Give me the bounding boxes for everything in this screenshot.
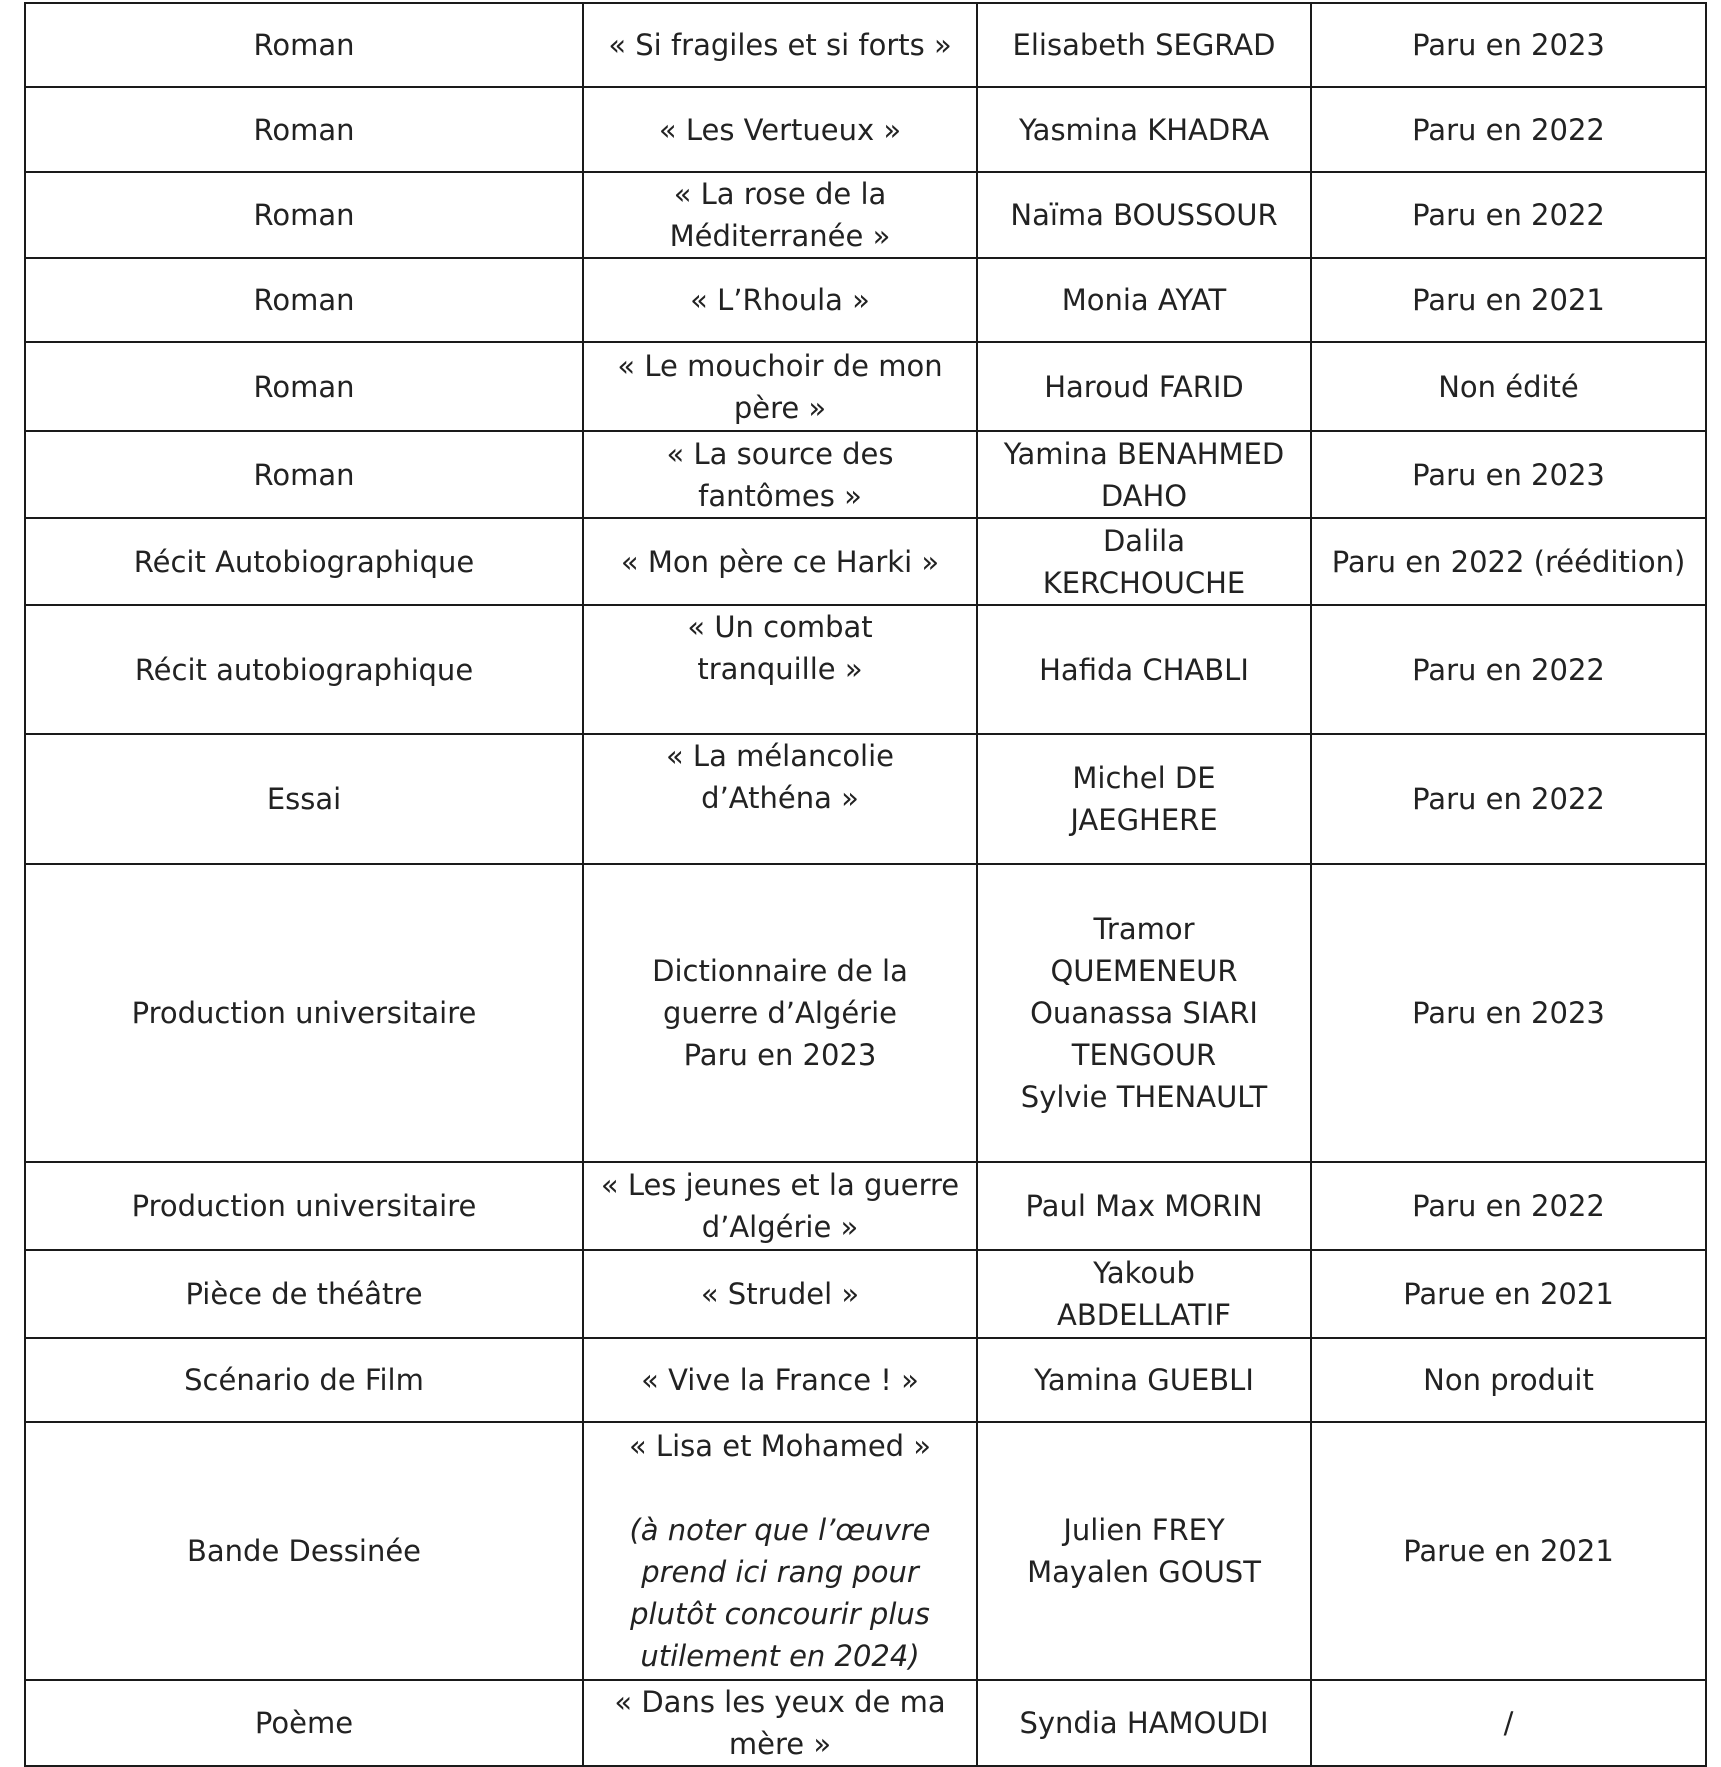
author-cell [977, 342, 1311, 431]
author-line: Hafida CHABLI [1039, 652, 1249, 687]
title-line: « Le mouchoir de mon [617, 348, 943, 383]
title-cell [583, 1680, 977, 1766]
author-line: Yasmina KHADRA [1018, 112, 1270, 147]
table-row [25, 87, 1706, 172]
author-cell [977, 3, 1311, 87]
author-cell [977, 172, 1311, 258]
author-cell [977, 1250, 1311, 1338]
author-line: QUEMENEUR [1050, 954, 1238, 988]
author-line: DAHO [1100, 478, 1188, 513]
table-row [25, 1680, 1706, 1766]
author-cell [977, 1162, 1311, 1250]
title-cell [583, 1422, 977, 1680]
status-cell: / [1311, 1680, 1706, 1766]
author-line: Michel DE [1072, 761, 1216, 795]
status-cell: Parue en 2021 [1311, 1422, 1706, 1680]
table-row [25, 3, 1706, 87]
table-row [25, 1422, 1706, 1680]
genre-cell: Récit autobiographique [25, 605, 583, 734]
table-row [25, 172, 1706, 258]
title-cell [583, 518, 977, 605]
title-line: mère » [728, 1727, 832, 1761]
author-line: Tramor [1093, 912, 1195, 946]
title-line: fantômes » [698, 478, 862, 513]
title-line: d’Algérie » [701, 1210, 859, 1244]
title-line: Méditerranée » [669, 219, 891, 253]
author-cell [977, 1338, 1311, 1422]
author-line: ABDELLATIF [1057, 1298, 1231, 1332]
author-line: Syndia HAMOUDI [1019, 1706, 1269, 1740]
author-line: Ouanassa SIARI [1030, 996, 1258, 1030]
table-row [25, 431, 1706, 518]
author-line: Haroud FARID [1044, 369, 1244, 404]
genre-cell: Roman [25, 342, 583, 431]
note-line: (à noter que l’œuvre [629, 1513, 931, 1547]
genre-cell: Production universitaire [25, 864, 583, 1162]
title-line: « La source des [666, 436, 894, 471]
status-cell: Paru en 2022 [1311, 1162, 1706, 1250]
title-line: Dictionnaire de la [652, 954, 908, 988]
title-cell [583, 1162, 977, 1250]
author-cell [977, 258, 1311, 342]
title-line: « Vive la France ! » [641, 1363, 919, 1397]
genre-cell: Roman [25, 3, 583, 87]
author-line: Sylvie THENAULT [1020, 1080, 1268, 1114]
title-line: « Strudel » [700, 1277, 860, 1311]
title-line: « Dans les yeux de ma [614, 1685, 946, 1719]
genre-cell: Bande Dessinée [25, 1422, 583, 1680]
title-line: d’Athéna » [701, 781, 859, 815]
title-line: « La rose de la [673, 177, 887, 211]
genre-cell: Roman [25, 87, 583, 172]
author-cell [977, 87, 1311, 172]
title-line: « Les Vertueux » [658, 112, 902, 147]
table-row [25, 342, 1706, 431]
title-cell [583, 172, 977, 258]
status-cell: Paru en 2022 (réédition) [1311, 518, 1706, 605]
table-row [25, 518, 1706, 605]
author-cell [977, 864, 1311, 1162]
title-line: père » [733, 390, 827, 425]
author-line: Paul Max MORIN [1025, 1189, 1263, 1223]
author-cell [977, 431, 1311, 518]
genre-cell: Poème [25, 1680, 583, 1766]
title-cell [583, 734, 977, 864]
table-row [25, 258, 1706, 342]
genre-cell: Roman [25, 431, 583, 518]
author-line: KERCHOUCHE [1042, 565, 1246, 600]
author-cell [977, 734, 1311, 864]
table-row [25, 1338, 1706, 1422]
author-line: TENGOUR [1071, 1038, 1217, 1072]
table-row [25, 734, 1706, 864]
author-line: Yamina GUEBLI [1034, 1363, 1254, 1397]
title-line: Paru en 2023 [683, 1038, 877, 1072]
status-cell: Non édité [1311, 342, 1706, 431]
genre-cell: Essai [25, 734, 583, 864]
status-cell: Paru en 2023 [1311, 864, 1706, 1162]
author-cell [977, 518, 1311, 605]
status-cell: Paru en 2022 [1311, 605, 1706, 734]
status-cell: Paru en 2022 [1311, 87, 1706, 172]
note-line: prend ici rang pour [641, 1555, 919, 1589]
title-line: « La mélancolie [665, 739, 895, 773]
title-cell [583, 342, 977, 431]
status-cell: Non produit [1311, 1338, 1706, 1422]
title-cell [583, 1338, 977, 1422]
title-cell [583, 431, 977, 518]
author-line: JAEGHERE [1070, 803, 1218, 837]
author-line: Mayalen GOUST [1027, 1555, 1261, 1589]
works-table [24, 2, 1707, 1767]
author-line: Elisabeth SEGRAD [1012, 28, 1276, 62]
table-row [25, 1250, 1706, 1338]
status-cell: Paru en 2021 [1311, 258, 1706, 342]
title-cell [583, 258, 977, 342]
note-line: utilement en 2024) [640, 1639, 920, 1673]
genre-cell: Production universitaire [25, 1162, 583, 1250]
author-line: Dalila [1102, 523, 1186, 558]
author-line: Naïma BOUSSOUR [1010, 198, 1278, 232]
author-cell [977, 605, 1311, 734]
status-cell: Paru en 2023 [1311, 3, 1706, 87]
table-row [25, 605, 1706, 734]
genre-cell: Récit Autobiographique [25, 518, 583, 605]
status-cell: Parue en 2021 [1311, 1250, 1706, 1338]
title-line: tranquille » [697, 652, 863, 686]
author-line: Yamina BENAHMED [1003, 436, 1285, 471]
title-line: « Les jeunes et la guerre [600, 1168, 960, 1202]
title-line: « Un combat [687, 610, 873, 644]
title-cell [583, 1250, 977, 1338]
genre-cell: Scénario de Film [25, 1338, 583, 1422]
author-line: Monia AYAT [1061, 283, 1227, 317]
title-cell [583, 605, 977, 734]
note-spacer [592, 1467, 968, 1509]
table-row [25, 864, 1706, 1162]
table-row [25, 1162, 1706, 1250]
title-cell [583, 864, 977, 1162]
genre-cell: Roman [25, 258, 583, 342]
title-line: guerre d’Algérie [663, 996, 897, 1030]
status-cell: Paru en 2022 [1311, 172, 1706, 258]
title-line: « Si fragiles et si forts » [608, 28, 952, 62]
title-cell [583, 3, 977, 87]
title-line: « Mon père ce Harki » [620, 544, 940, 579]
author-line: Julien FREY [1063, 1513, 1225, 1547]
title-line: « Lisa et Mohamed » [628, 1429, 932, 1463]
author-cell [977, 1422, 1311, 1680]
status-cell: Paru en 2022 [1311, 734, 1706, 864]
works-table-body [25, 3, 1706, 1766]
title-cell [583, 87, 977, 172]
genre-cell: Roman [25, 172, 583, 258]
status-cell: Paru en 2023 [1311, 431, 1706, 518]
title-line: « L’Rhoula » [690, 283, 870, 317]
note-line: plutôt concourir plus [630, 1597, 930, 1631]
author-line: Yakoub [1093, 1256, 1195, 1290]
genre-cell: Pièce de théâtre [25, 1250, 583, 1338]
author-cell [977, 1680, 1311, 1766]
